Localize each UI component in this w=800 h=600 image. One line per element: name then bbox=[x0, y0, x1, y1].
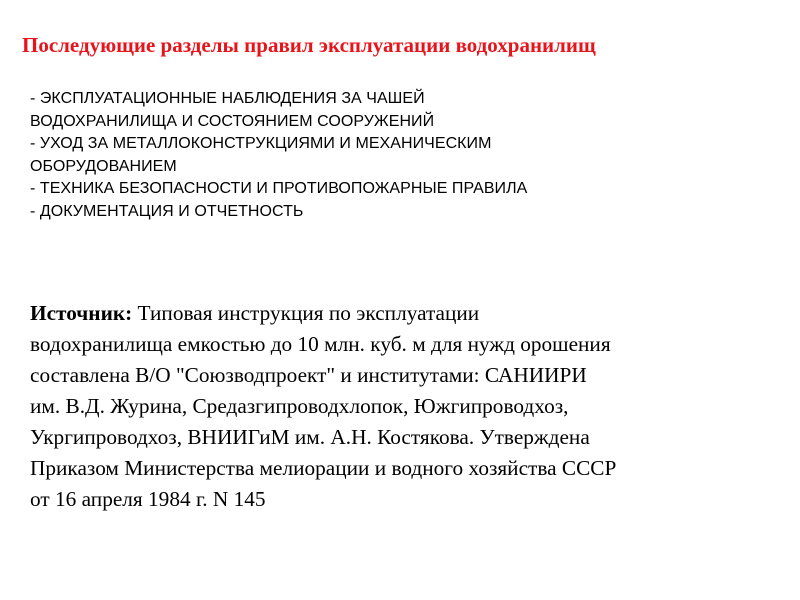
source-text-line: Приказом Министерства мелиорации и водного хозяйства СССР bbox=[30, 456, 617, 480]
source-text-line: Укргипроводхоз, ВНИИГиМ им. А.Н. Костякова. Утверждена bbox=[30, 425, 590, 449]
source-text-line: им. В.Д. Журина, Средазгипроводхлопок, Южгипроводхоз, bbox=[30, 394, 569, 418]
source-text-line: водохранилища емкостью до 10 млн. куб. м для нужд орошения bbox=[30, 332, 611, 356]
section-line: ВОДОХРАНИЛИЩА И СОСТОЯНИЕМ СООРУЖЕНИЙ bbox=[30, 112, 435, 130]
section-line: - ДОКУМЕНТАЦИЯ И ОТЧЕТНОСТЬ bbox=[30, 202, 304, 220]
slide-title: Последующие разделы правил эксплуатации водохранилищ bbox=[22, 33, 596, 57]
sections-list bbox=[30, 88, 770, 223]
source-label: Источник: bbox=[30, 301, 133, 325]
source-text-line: от 16 апреля 1984 г. N 145 bbox=[30, 487, 266, 511]
source-text-line: составлена В/О "Союзводпроект" и институтами: САНИИРИ bbox=[30, 363, 587, 387]
source-paragraph bbox=[30, 298, 780, 515]
section-line: ОБОРУДОВАНИЕМ bbox=[30, 157, 177, 175]
source-text-line: Типовая инструкция по эксплуатации bbox=[132, 301, 480, 325]
source-first-line bbox=[30, 298, 780, 329]
section-line: - УХОД ЗА МЕТАЛЛОКОНСТРУКЦИЯМИ И МЕХАНИЧЕСКИМ bbox=[30, 135, 492, 152]
section-line: - ЭКСПЛУАТАЦИОННЫЕ НАБЛЮДЕНИЯ ЗА ЧАШЕЙ bbox=[30, 90, 425, 107]
section-line: - ТЕХНИКА БЕЗОПАСНОСТИ И ПРОТИВОПОЖАРНЫЕ ПРАВИЛА bbox=[30, 180, 528, 197]
